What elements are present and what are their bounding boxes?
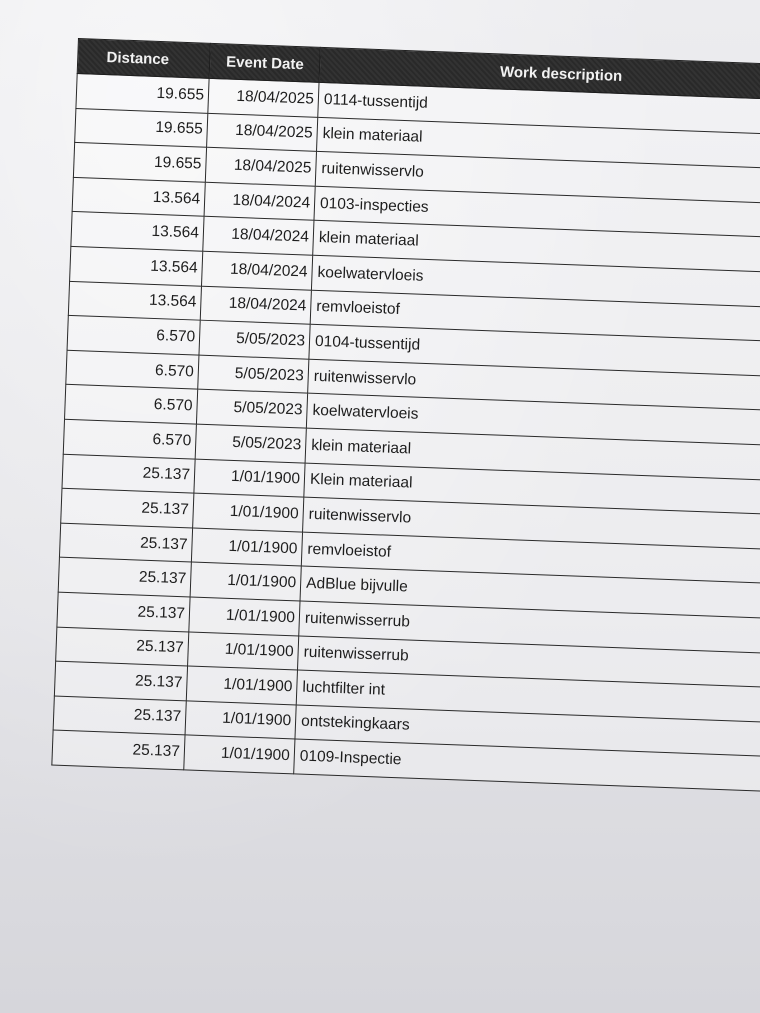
cell-work-description: klein materiaal (305, 428, 760, 482)
cell-distance: 25.137 (54, 661, 187, 700)
cell-work-description: luchtfilter int (296, 670, 760, 724)
cell-work-description: ruitenwisserrub (299, 601, 760, 655)
header-distance: Distance (77, 39, 210, 79)
cell-event-date: 18/04/2024 (202, 251, 313, 290)
cell-work-description: ruitenwisservlo (303, 497, 760, 551)
cell-event-date: 1/01/1900 (185, 701, 296, 740)
cell-work-description: ruitenwisserrub (297, 635, 760, 689)
cell-distance: 13.564 (68, 281, 201, 320)
cell-distance: 19.655 (75, 108, 208, 147)
cell-distance: 13.564 (71, 212, 204, 251)
cell-distance: 25.137 (58, 557, 191, 596)
cell-work-description: remvloeistof (310, 290, 760, 344)
cell-event-date: 18/04/2025 (207, 113, 318, 152)
cell-work-description: koelwatervloeis (311, 255, 760, 309)
cell-distance: 19.655 (73, 143, 206, 182)
printed-table-area (51, 38, 760, 793)
cell-event-date: 1/01/1900 (184, 735, 295, 774)
cell-work-description: ontstekingkaars (295, 705, 760, 759)
cell-work-description: ruitenwisservlo (308, 359, 760, 413)
cell-event-date: 1/01/1900 (189, 597, 300, 636)
cell-work-description: klein materiaal (313, 221, 760, 275)
cell-event-date: 18/04/2024 (203, 217, 314, 256)
cell-work-description: AdBlue bijvulle (300, 566, 760, 620)
cell-event-date: 5/05/2023 (196, 389, 307, 428)
cell-event-date: 1/01/1900 (186, 666, 297, 705)
cell-event-date: 1/01/1900 (190, 562, 301, 601)
cell-work-description: koelwatervloeis (306, 393, 760, 447)
cell-distance: 13.564 (72, 177, 205, 216)
cell-distance: 25.137 (56, 627, 189, 666)
cell-work-description: 0104-tussentijd (309, 324, 760, 378)
cell-work-description: 0109-Inspectie (294, 739, 760, 793)
header-work-description: Work description (319, 47, 760, 101)
cell-work-description: 0103-inspecties (314, 186, 760, 240)
cell-distance: 25.137 (62, 454, 195, 493)
cell-distance: 6.570 (67, 315, 200, 354)
cell-event-date: 5/05/2023 (195, 424, 306, 463)
cell-event-date: 5/05/2023 (199, 320, 310, 359)
cell-distance: 6.570 (65, 385, 198, 424)
cell-distance: 6.570 (66, 350, 199, 389)
cell-event-date: 1/01/1900 (191, 528, 302, 567)
cell-distance: 25.137 (57, 592, 190, 631)
cell-event-date: 1/01/1900 (193, 493, 304, 532)
cell-distance: 13.564 (70, 246, 203, 285)
header-event-date: Event Date (209, 43, 320, 82)
cell-work-description: 0114-tussentijd (318, 82, 760, 136)
cell-distance: 25.137 (52, 730, 185, 769)
cell-distance: 25.137 (59, 523, 192, 562)
cell-work-description: Klein materiaal (304, 463, 760, 517)
cell-distance: 25.137 (61, 488, 194, 527)
cell-work-description: remvloeistof (301, 532, 760, 586)
cell-event-date: 5/05/2023 (198, 355, 309, 394)
cell-distance: 19.655 (76, 73, 209, 112)
cell-event-date: 18/04/2025 (208, 78, 319, 117)
table-body (52, 73, 760, 792)
cell-distance: 6.570 (63, 419, 196, 458)
cell-event-date: 1/01/1900 (188, 631, 299, 670)
cell-distance: 25.137 (53, 696, 186, 735)
cell-event-date: 18/04/2024 (204, 182, 315, 221)
cell-event-date: 1/01/1900 (194, 459, 305, 498)
cell-event-date: 18/04/2024 (200, 286, 311, 325)
cell-work-description: ruitenwisservlo (315, 152, 760, 206)
maintenance-table (51, 38, 760, 793)
cell-event-date: 18/04/2025 (205, 147, 316, 186)
cell-work-description: klein materiaal (317, 117, 760, 171)
